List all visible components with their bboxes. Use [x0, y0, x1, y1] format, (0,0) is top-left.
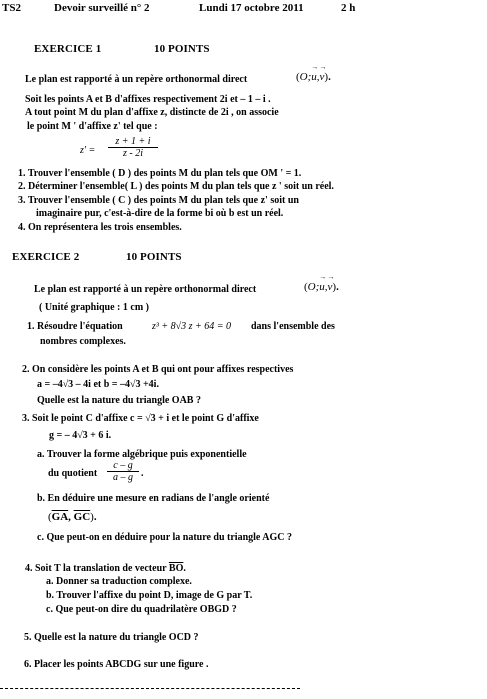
ex1-question-1: 1. Trouver l'ensemble ( D ) des points M du plan tels que OM ' = 1. [18, 168, 302, 179]
ex1-frame: (O;→ u,→ v). [296, 71, 331, 83]
ex2-question-1a: 1. Résoudre l'équation [27, 321, 123, 332]
ex1-intro: Le plan est rapporté à un repère orthonormal direct [25, 74, 248, 85]
exam-title: Devoir surveillé n° 2 [54, 2, 150, 14]
ex2-question-6: 6. Placer les points ABCDG sur une figure . [24, 659, 209, 670]
ex2-angle: ($\overline{GA}$, $\overline{GC}$). [48, 511, 97, 523]
ex2-question-4a: 4. Soit T la translation de vecteur $\overline{BO}$. [25, 563, 186, 574]
exercise-1-points: 10 POINTS [154, 43, 210, 55]
ex2-question-3c: a. Trouver la forme algébrique puis exponentielle [37, 449, 247, 460]
ex2-question-4d: c. Que peut-on dire du quadrilatère OBGD ? [46, 604, 237, 615]
ex1-formula-denominator: z - 2i [123, 148, 143, 159]
ex2-question-2b: a = –4√3 – 4i et b = –4√3 +4i. [37, 379, 159, 390]
ex2-intro: Le plan est rapporté à un repère orthonormal direct [34, 284, 257, 295]
ex1-formula-lhs: z' = [80, 145, 96, 156]
ex2-question-3a: 3. Soit le point C d'affixe c = √3 + i et le point G d'affixe [22, 413, 259, 424]
exercise-2-points: 10 POINTS [126, 251, 182, 263]
ex1-formula-fraction [108, 136, 158, 159]
ex1-question-3a: 3. Trouver l'ensemble ( C ) des points M du plan tels que z' soit un [18, 195, 299, 206]
ex2-question-1c: nombres complexes. [40, 336, 126, 347]
ex2-question-5: 5. Quelle est la nature du triangle OCD ? [24, 632, 199, 643]
ex2-question-3d-end: . [141, 468, 144, 479]
ex1-question-2: 2. Déterminer l'ensemble( L ) des points M du plan tels que z ' soit un réel. [18, 181, 334, 192]
ex2-unit: ( Unité graphique : 1 cm ) [39, 302, 149, 313]
ex2-question-4c: b. Trouver l'affixe du point D, image de G par T. [46, 590, 253, 601]
ex2-quotient-fraction [107, 460, 139, 483]
ex2-question-1b: dans l'ensemble des [251, 321, 335, 332]
exam-date: Lundi 17 octobre 2011 [199, 2, 304, 14]
ex2-question-1-equation: z³ + 8√3 z + 64 = 0 [152, 321, 232, 332]
ex2-question-2a: 2. On considère les points A et B qui ont pour affixes respectives [22, 364, 294, 375]
ex2-question-3g: c. Que peut-on en déduire pour la nature du triangle AGC ? [37, 532, 293, 543]
ex1-question-3b: imaginaire pur, c'est-à-dire de la forme bi où b est un réel. [36, 208, 284, 219]
exercise-1-title: EXERCICE 1 [34, 43, 102, 55]
ex2-question-4b: a. Donner sa traduction complexe. [46, 576, 192, 587]
ex2-question-3e: b. En déduire une mesure en radians de l'angle orienté [37, 493, 270, 504]
ex2-question-2c: Quelle est la nature du triangle OAB ? [37, 395, 201, 406]
ex2-question-3d: du quotient [48, 468, 98, 479]
ex2-quotient-numerator: c – g [107, 460, 139, 472]
ex1-question-4: 4. On représentera les trois ensembles. [18, 222, 182, 233]
page-bottom-divider [0, 688, 300, 689]
exercise-2-title: EXERCICE 2 [12, 251, 80, 263]
exam-duration: 2 h [341, 2, 356, 14]
ex1-formula-numerator: z + 1 + i [108, 136, 158, 148]
ex2-question-3b: g = – 4√3 + 6 i. [49, 430, 112, 441]
ex1-line-2: A tout point M du plan d'affixe z, distincte de 2i , on associe [25, 107, 279, 118]
ex2-quotient-denominator: a – g [113, 472, 133, 483]
ex1-line-3: le point M ' d'affixe z' tel que : [27, 121, 158, 132]
class-label: TS2 [2, 2, 21, 14]
ex1-line-1: Soit les points A et B d'affixes respectivement 2i et – 1 – i . [25, 94, 271, 105]
ex2-frame: (O;→ u,→ v). [304, 281, 339, 293]
